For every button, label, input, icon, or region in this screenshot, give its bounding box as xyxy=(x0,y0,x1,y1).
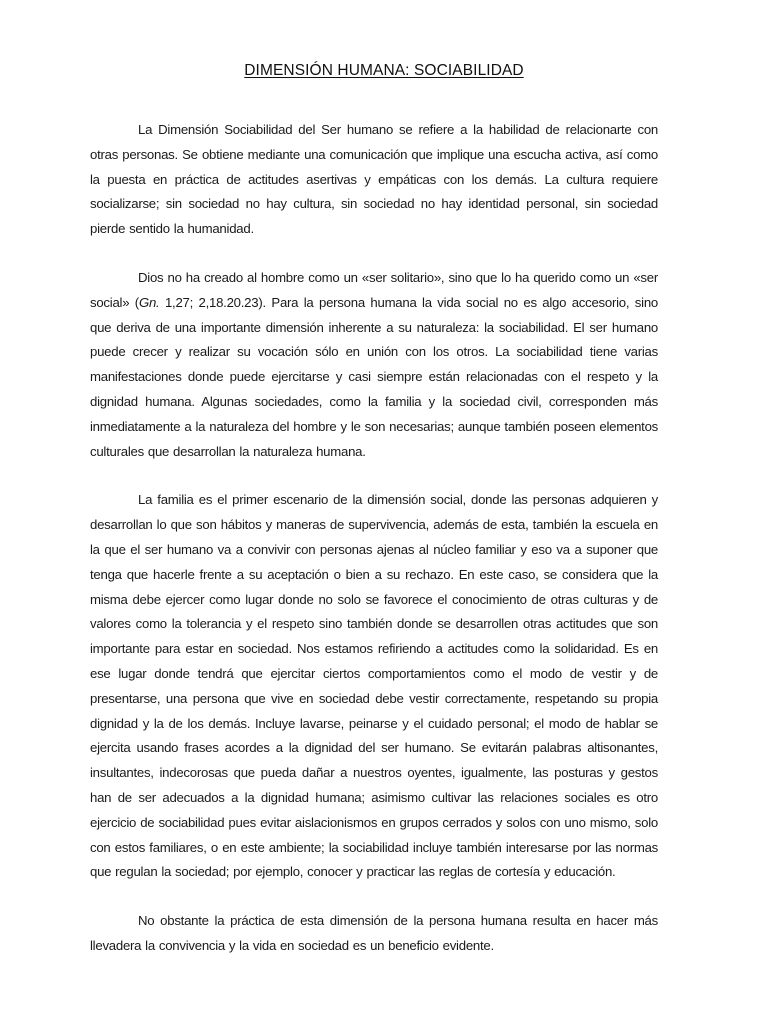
paragraph-2-text-end: 1,27; 2,18.20.23). Para la persona humana la vida social no es algo accesorio, sino que deriva de una importante dimensión inherente a su naturaleza: la sociabilidad. El ser humano puede crecer y realizar su vocación sólo en unión con los otros. La sociabilidad tiene varias manifestaciones donde puede ejercitarse y casi siempre están relacionadas con el respeto y la dignidad humana. Algunas sociedades, como la familia y la sociedad civil, corresponden más inmediatamente a la naturaleza del hombre y le son necesarias; aunque también poseen elementos culturales que desarrollan la naturaleza humana. xyxy=(90,294,658,459)
document-body xyxy=(90,118,658,983)
paragraph-3: La familia es el primer escenario de la dimensión social, donde las personas adquieren y desarrollan lo que son hábitos y maneras de supervivencia, además de esta, también la escuela en la que el ser humano va a convivir con personas ajenas al núcleo familiar y eso va a suponer que tenga que hacerle frente a su aceptación o bien a su rechazo. En este caso, se considera que la misma debe ejercer como lugar donde no solo se favorece el conocimiento de otras culturas y de valores como la tolerancia y el respeto sino también donde se desarrollen otras actitudes que son importante para estar en sociedad. Nos estamos refiriendo a actitudes como la solidaridad. Es en ese lugar donde tendrá que ejercitar ciertos comportamientos como el modo de vestir y de presentarse, una persona que vive en sociedad debe vestir correctamente, respetando su propia dignidad y la de los demás. Incluye lavarse, peinarse y el cuidado personal; el modo de hablar se ejercita usando frases acordes a la dignidad del ser humano. Se evitarán palabras altisonantes, insultantes, indecorosas que pueda dañar a nuestros oyentes, igualmente, las posturas y gestos han de ser adecuados a la dignidad humana; asimismo cultivar las relaciones sociales es otro ejercicio de sociabilidad pues evitar aislacionismos en grupos cerrados y solos con uno mismo, solo con estos familiares, o en este ambiente; la sociabilidad incluye también interesarse por las normas que regulan la sociedad; por ejemplo, conocer y practicar las reglas de cortesía y educación. xyxy=(90,492,658,880)
paragraph-4: No obstante la práctica de esta dimensión de la persona humana resulta en hacer más llevadera la convivencia y la vida en sociedad es un beneficio evidente. xyxy=(90,913,658,953)
paragraph-1: La Dimensión Sociabilidad del Ser humano se refiere a la habilidad de relacionarte con otras personas. Se obtiene mediante una comunicación que implique una escucha activa, así como la puesta en práctica de actitudes asertivas y empáticas con los demás. La cultura requiere socializarse; sin sociedad no hay cultura, sin sociedad no hay identidad personal, sin sociedad pierde sentido la humanidad. xyxy=(90,122,658,237)
paragraph-2-text-start: Dios no ha creado al hombre como un «ser solitario», sino que lo ha querido como un «ser social» ( xyxy=(90,269,658,310)
paragraph-2 xyxy=(90,266,658,464)
bible-reference: Gn. xyxy=(138,294,160,310)
document-title: DIMENSIÓN HUMANA: SOCIABILIDAD xyxy=(244,62,524,79)
